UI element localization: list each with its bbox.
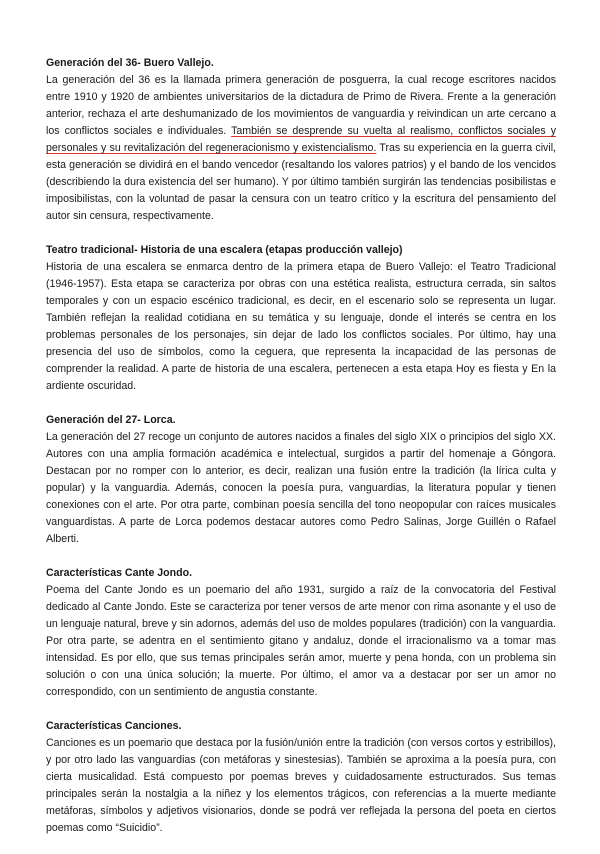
document-page [46, 55, 556, 854]
section-generacion-36 [46, 55, 556, 225]
section-generacion-27 [46, 412, 556, 548]
section-paragraph [46, 72, 556, 225]
paragraph-text: Tras su experiencia en la guerra civil, esta generación se dividirá en el bando vencedor (resaltando los valores patrios) y el bando de los vencidos (describiendo la dura existencia del ser humano). Y por último también surgirán las tendencias posibilistas e imposibilistas, con la voluntad de pasar la censura con un teatro crítico y la escritura del pensamiento del autor sin censura, respectivamente. [46, 142, 557, 222]
paragraph-text: La generación del 36 es la llamada primera generación de posguerra, la cual recoge escritores nacidos entre 1910 y 1920 de ambientes universitarios de la dictadura de Primo de Rivera. Frente a la generación anterior, rechaza el arte deshumanizado de los movimientos de vanguardia y reivindican un arte cercano a los conflictos sociales e individuales. [46, 74, 556, 137]
section-heading: Características Canciones. [46, 720, 182, 732]
section-teatro-tradicional [46, 242, 556, 395]
section-canciones [46, 718, 556, 837]
section-paragraph: La generación del 27 recoge un conjunto de autores nacidos a finales del siglo XIX o principios del siglo XX. Autores con una amplia formación académica e intelectual, surgidos a partir del homenaje a Góngora. Destacan por no romper con lo anterior, es decir, realizan una fusión entre la tradición (la lírica culta y popular) y la vanguardia. Además, conocen la poesía pura, vanguardias, la literatura popular y tienen conexiones con el arte. Por otra parte, combinan poesía sencilla del tono neopopular con raíces musicales vanguardistas. A parte de Lorca podemos destacar autores como Pedro Salinas, Jorge Guillén o Rafael Alberti. [46, 431, 556, 545]
section-heading: Características Cante Jondo. [46, 567, 193, 579]
section-paragraph: Canciones es un poemario que destaca por la fusión/unión entre la tradición (con versos cortos y estribillos), y por otro lado las vanguardias (con metáforas y sinestesias). También se aproxima a la poesía pura, con cierta musicalidad. Está compuesto por poemas breves y cuidadosamente estructurados. Sus temas principales serán la nostalgia a la niñez y los elementos trágicos, con referencias a la muerte mediante metáforas, símbolos y adjetivos visionarios, donde se podrá ver reflejada la persona del poeta en ciertos poemas como “Suicidio”. [46, 737, 556, 834]
section-heading: Generación del 36- Buero Vallejo. [46, 57, 214, 69]
section-paragraph: Historia de una escalera se enmarca dentro de la primera etapa de Buero Vallejo: el Teatro Tradicional (1946-1957). Esta etapa se caracteriza por obras con una estética realista, estructura cerrada, sin saltos temporales y con un espacio escénico tradicional, es decir, en el escenario solo se representa un lugar. También reflejan la realidad cotidiana en su temática y su lenguaje, donde el interés se centra en los problemas personales de los personajes, sin dejar de lado los conflictos sociales. Por último, hay una presencia del uso de símbolos, como la ceguera, que representa la incapacidad de las personas de comprender la realidad. A parte de historia de una escalera, pertenecen a esta etapa Hoy es fiesta y En la ardiente oscuridad. [46, 261, 556, 392]
section-heading: Generación del 27- Lorca. [46, 414, 176, 426]
section-heading: Teatro tradicional- Historia de una escalera (etapas producción vallejo) [46, 244, 403, 256]
underlined-text: También se desprende su vuelta al realismo, conflictos sociales y personales y su revitalización del regeneracionismo y existencialismo. [46, 125, 556, 154]
section-paragraph: Poema del Cante Jondo es un poemario del año 1931, surgido a raíz de la convocatoria del Festival dedicado al Cante Jondo. Este se caracteriza por tener versos de arte menor con rima asonante y el uso de un lenguaje natural, breve y sin adornos, además del uso de moldes populares (tradición) con la vanguardia. Por otra parte, se adentra en el sentimiento gitano y andaluz, donde el irracionalismo va a tomar mas intensidad. Es por ello, que sus temas principales serán amor, muerte y pena honda, con un problema sin solución o con una única solución; la muerte. Por último, el amor va a destacar por ser un amor no correspondido, con un sentimiento de angustia constante. [46, 584, 556, 698]
section-cante-jondo [46, 565, 556, 701]
